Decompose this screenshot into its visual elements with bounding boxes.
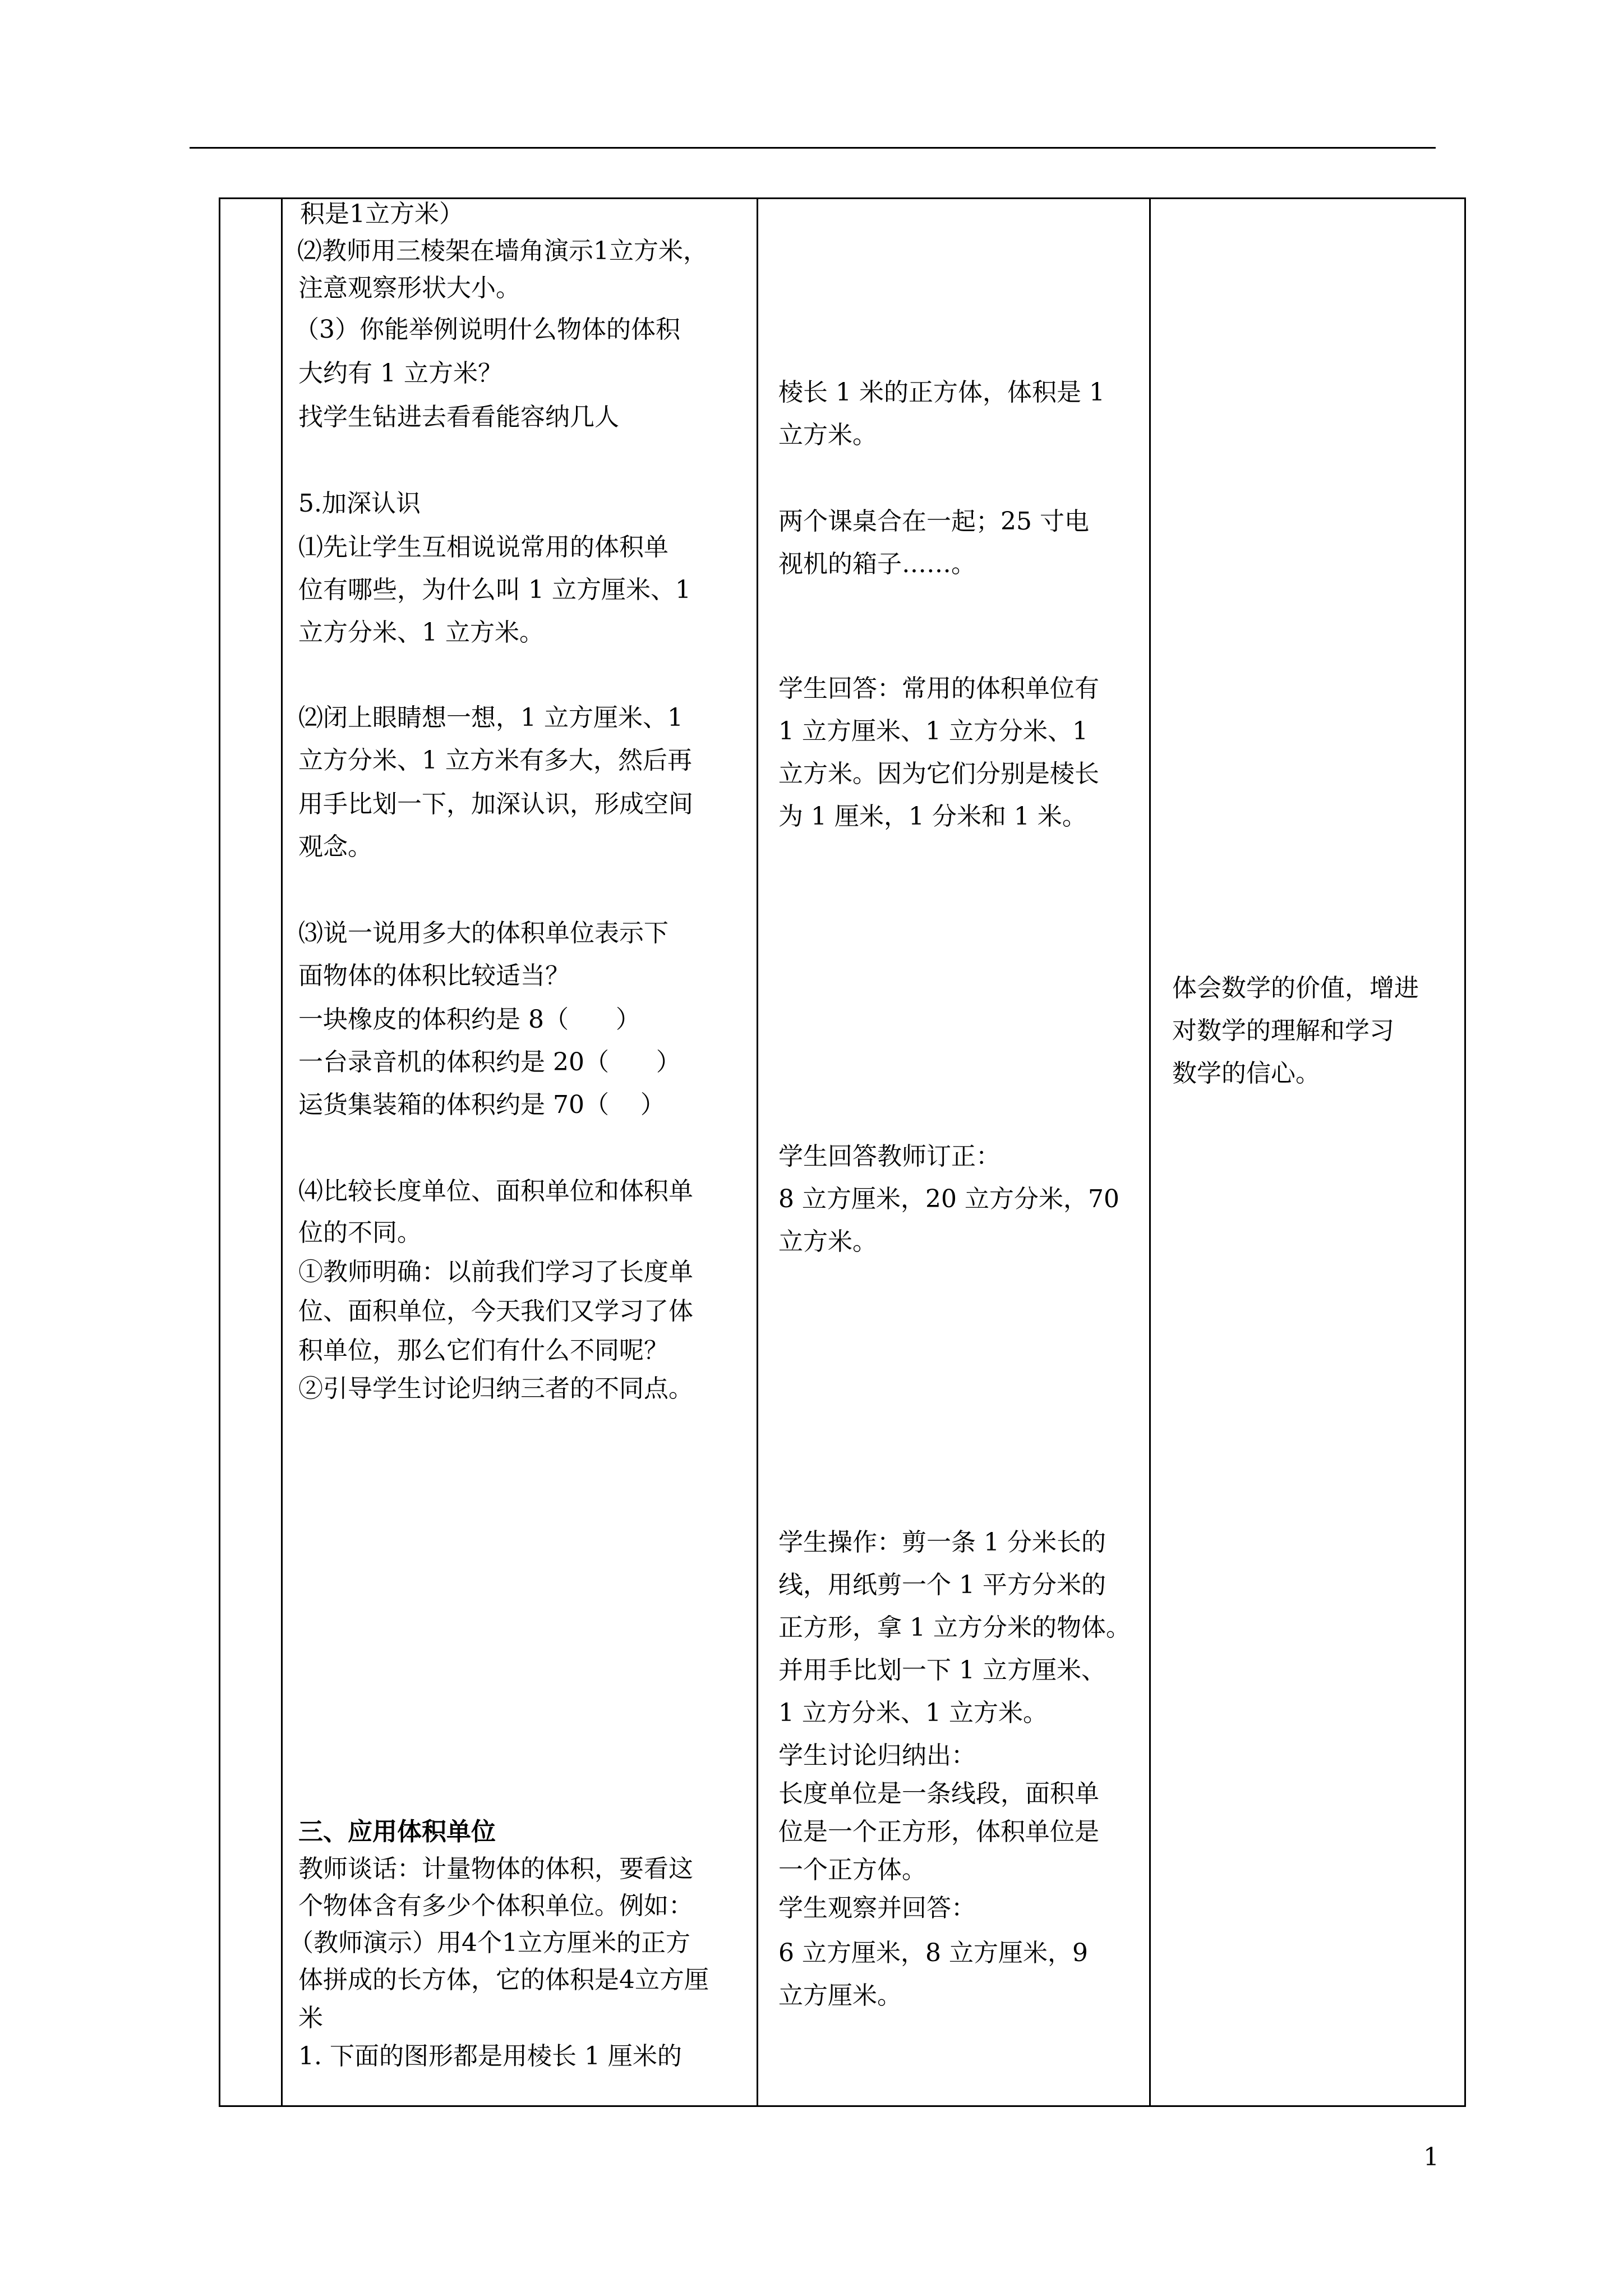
text-line: ⑴先让学生互相说说常用的体积单 xyxy=(298,533,668,562)
text-line: 个物体含有多少个体积单位。例如： xyxy=(298,1892,693,1920)
text-line: 位的不同。 xyxy=(298,1218,422,1247)
text-line: 数学的信心。 xyxy=(1172,1059,1320,1088)
text-line: ⑷比较长度单位、面积单位和体积单 xyxy=(298,1177,693,1205)
column-divider xyxy=(1149,199,1151,2105)
header-rule xyxy=(190,147,1436,149)
text-line: 长度单位是一条线段，面积单 xyxy=(778,1779,1099,1808)
text-line: 找学生钻进去看看能容纳几人 xyxy=(298,403,619,431)
text-line: 为 1 厘米，1 分米和 1 米。 xyxy=(778,802,1087,831)
text-line: 积单位，那么它们有什么不同呢？ xyxy=(298,1336,668,1365)
text-line: 8 立方厘米，20 立方分米，70 xyxy=(778,1185,1119,1213)
text-line: ⑶说一说用多大的体积单位表示下 xyxy=(298,919,668,947)
text-line: 一台录音机的体积约是 20（ ） xyxy=(298,1048,681,1076)
text-line: ②引导学生讨论归纳三者的不同点。 xyxy=(298,1374,693,1403)
text-line: 视机的箱子……。 xyxy=(778,550,976,578)
text-line: 立方厘米。 xyxy=(778,1981,902,2010)
text-line: 立方米。 xyxy=(778,421,877,449)
text-line: 对数学的理解和学习 xyxy=(1172,1016,1394,1045)
column-divider xyxy=(757,199,758,2105)
text-line: 学生操作：剪一条 1 分米长的 xyxy=(778,1528,1106,1557)
text-line: 位是一个正方形，体积单位是 xyxy=(778,1818,1099,1846)
text-line: 位、面积单位，今天我们又学习了体 xyxy=(298,1297,693,1326)
text-line: 位有哪些，为什么叫 1 立方厘米、1 xyxy=(298,576,691,604)
text-line: ⑵教师用三棱架在墙角演示1立方米， xyxy=(297,237,708,265)
text-line: 立方米。 xyxy=(778,1227,877,1256)
text-line: 体会数学的价值，增进 xyxy=(1172,974,1419,1002)
text-line: 观念。 xyxy=(298,832,372,861)
text-line: 大约有 1 立方米？ xyxy=(298,359,502,388)
text-line: 学生讨论归纳出： xyxy=(778,1741,976,1770)
text-line: 教师谈话：计量物体的体积，要看这 xyxy=(298,1855,693,1883)
text-line: ①教师明确：以前我们学习了长度单 xyxy=(298,1258,693,1286)
text-line: 运货集装箱的体积约是 70（ ） xyxy=(298,1091,665,1119)
text-line: 学生回答教师订正： xyxy=(778,1142,1000,1171)
text-line: （3）你能举例说明什么物体的体积 xyxy=(294,315,680,344)
text-line: 积是1立方米） xyxy=(300,200,464,228)
text-line: 立方分米、1 立方米。 xyxy=(298,618,544,647)
text-line: 用手比划一下，加深认识，形成空间 xyxy=(298,790,693,818)
text-line: 正方形，拿 1 立方分米的物体。 xyxy=(778,1613,1131,1642)
text-line: 立方分米、1 立方米有多大，然后再 xyxy=(298,746,692,775)
text-line: 两个课桌合在一起；25 寸电 xyxy=(778,507,1089,536)
text-line: 体拼成的长方体，它的体积是4立方厘 xyxy=(298,1966,709,1994)
section-heading: 5.加深认识 xyxy=(298,489,421,518)
text-line: 1 立方厘米、1 立方分米、1 xyxy=(778,717,1088,746)
text-line: 线，用纸剪一个 1 平方分米的 xyxy=(778,1571,1106,1599)
section-heading: 三、应用体积单位 xyxy=(298,1818,496,1846)
text-line: 1 立方分米、1 立方米。 xyxy=(778,1699,1048,1727)
text-line: 学生观察并回答： xyxy=(778,1894,976,1922)
text-line: 面物体的体积比较适当？ xyxy=(298,961,570,990)
column-divider xyxy=(281,199,283,2105)
text-line: 一个正方体。 xyxy=(778,1856,926,1884)
text-line: 立方米。因为它们分别是棱长 xyxy=(778,760,1099,788)
text-line: 1. 下面的图形都是用棱长 1 厘米的 xyxy=(298,2042,682,2070)
text-line: 6 立方厘米，8 立方厘米，9 xyxy=(778,1939,1088,1967)
text-line: ⑵闭上眼睛想一想，1 立方厘米、1 xyxy=(298,703,683,732)
text-line: （教师演示）用4个1立方厘米的正方 xyxy=(289,1929,690,1957)
text-line: 棱长 1 米的正方体，体积是 1 xyxy=(778,378,1105,407)
text-line: 并用手比划一下 1 立方厘米、 xyxy=(778,1656,1106,1685)
page-number: 1 xyxy=(1423,2143,1439,2171)
text-line: 一块橡皮的体积约是 8（ ） xyxy=(298,1005,640,1034)
text-line: 注意观察形状大小。 xyxy=(298,274,520,302)
text-line: 米 xyxy=(298,2004,323,2032)
text-line: 学生回答：常用的体积单位有 xyxy=(778,674,1099,703)
